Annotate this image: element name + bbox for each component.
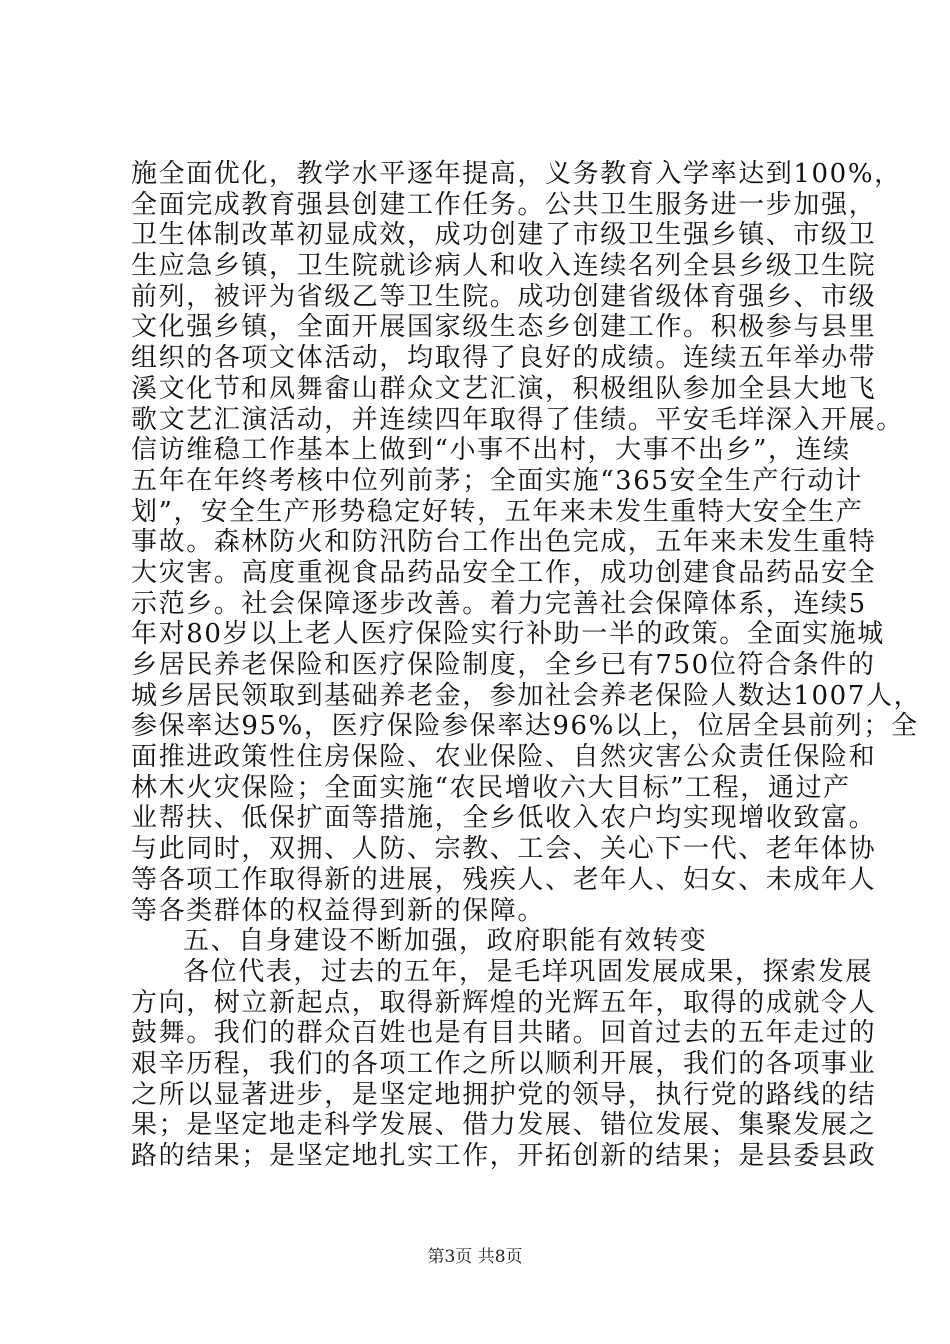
body-line: 信访维稳工作基本上做到“小事不出村，大事不出乡”，连续 [131,435,851,466]
body-line: 组织的各项文体活动，均取得了良好的成绩。连续五年举办带 [131,343,877,374]
body-line: 方向，树立新起点，取得新辉煌的光辉五年，取得的成就令人 [131,987,877,1018]
body-line: 林木火灾保险；全面实施“农民增收六大目标”工程，通过产 [131,772,851,803]
body-line: 与此同时，双拥、人防、宗教、工会、关心下一代、老年体协 [131,834,877,865]
body-line: 面推进政策性住房保险、农业保险、自然灾害公众责任保险和 [131,742,877,773]
body-line: 划”，安全生产形势稳定好转，五年来未发生重特大安全生产 [131,496,864,527]
body-line: 前列，被评为省级乙等卫生院。成功创建省级体育强乡、市级 [131,281,877,312]
body-line: 事故。森林防火和防汛防台工作出色完成，五年来未发生重特 [131,527,877,558]
section-heading: 五、自身建设不断加强，政府职能有效转变 [183,926,708,957]
body-line: 溪文化节和凤舞畲山群众文艺汇演，积极组队参加全县大地飞 [131,373,877,404]
body-line: 卫生体制改革初显成效，成功创建了市级卫生强乡镇、市级卫 [131,220,877,251]
document-body [131,159,922,1172]
body-line: 五年在年终考核中位列前茅；全面实施“365安全生产行动计 [131,465,863,496]
body-line: 示范乡。社会保障逐步改善。着力完善社会保障体系，连续5 [131,588,867,619]
body-line: 业帮扶、低保扩面等措施，全乡低收入农户均实现增收致富。 [131,803,877,834]
body-line: 施全面优化，教学水平逐年提高，义务教育入学率达到100%， [131,159,902,189]
body-line: 各位代表，过去的五年，是毛垟巩固发展成果，探索发展 [183,956,874,987]
body-line: 等各类群体的权益得到新的保障。 [131,895,546,926]
body-line: 参保率达95%，医疗保险参保率达96%以上，位居全县前列；全 [131,711,919,742]
page-number-footer: 第3页 共8页 [427,1247,523,1267]
body-line: 之所以显著进步，是坚定地拥护党的领导，执行党的路线的结 [131,1079,877,1110]
body-line: 鼓舞。我们的群众百姓也是有目共睹。回首过去的五年走过的 [131,1018,877,1049]
body-line: 城乡居民领取到基础养老金，参加社会养老保险人数达1007人， [131,680,922,711]
body-line: 大灾害。高度重视食品药品安全工作，成功创建食品药品安全 [131,557,877,588]
body-line: 歌文艺汇演活动，并连续四年取得了佳绩。平安毛垟深入开展。 [131,404,904,435]
body-line: 路的结果；是坚定地扎实工作，开拓创新的结果；是县委县政 [131,1141,877,1171]
body-line: 乡居民养老保险和医疗保险制度，全乡已有750位符合条件的 [131,650,876,680]
body-line: 全面完成教育强县创建工作任务。公共卫生服务进一步加强， [131,189,877,220]
body-line: 等各项工作取得新的进展，残疾人、老年人、妇女、未成年人 [131,864,877,895]
body-line: 文化强乡镇，全面开展国家级生态乡创建工作。积极参与县里 [131,312,877,343]
body-line: 艰辛历程，我们的各项工作之所以顺利开展，我们的各项事业 [131,1048,877,1079]
body-line: 生应急乡镇，卫生院就诊病人和收入连续名列全县乡级卫生院 [131,251,877,282]
body-line: 年对80岁以上老人医疗保险实行补助一半的政策。全面实施城 [131,619,885,650]
body-line: 果；是坚定地走科学发展、借力发展、错位发展、集聚发展之 [131,1110,877,1141]
